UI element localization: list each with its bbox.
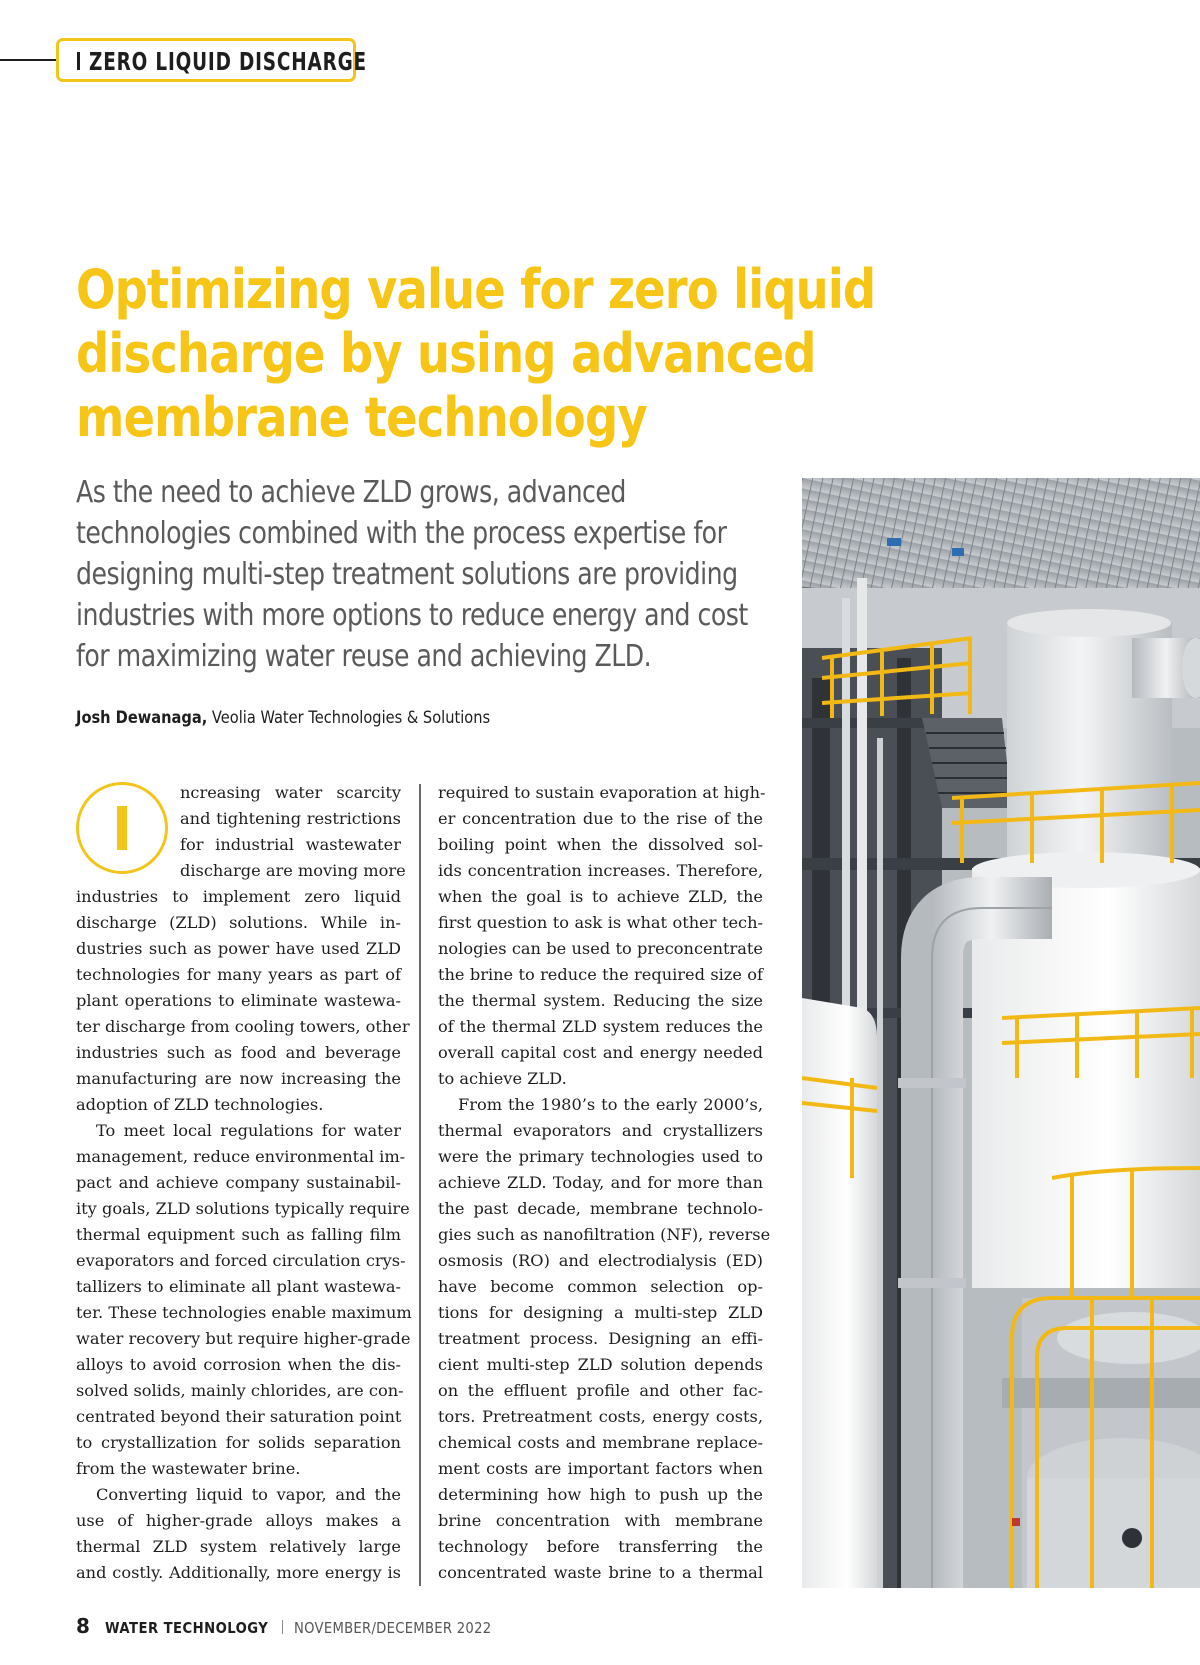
- text-line: nologies can be used to preconcentrate: [438, 939, 763, 958]
- text-line: to achieve ZLD.: [438, 1069, 567, 1088]
- section-label: ZERO LIQUID DISCHARGE: [89, 47, 367, 76]
- text-line: management, reduce environmental im-: [76, 1147, 406, 1166]
- text-line: and tightening restrictions: [180, 809, 401, 828]
- text-line: centrated beyond their saturation point: [76, 1407, 402, 1426]
- text-line: treatment process. Designing an effi-: [438, 1329, 763, 1348]
- deck-line: designing multi-step treatment solutions are providing: [76, 557, 738, 592]
- text-line: Converting liquid to vapor, and the: [96, 1485, 401, 1504]
- dropcap-circle: [76, 782, 168, 874]
- publication-name: WATER TECHNOLOGY: [105, 1619, 269, 1637]
- deck-line: As the need to achieve ZLD grows, advanced: [76, 475, 626, 510]
- text-line: required to sustain evaporation at high-: [438, 783, 766, 802]
- text-line: pact and achieve company sustainabil-: [76, 1173, 401, 1192]
- text-line: when the goal is to achieve ZLD, the: [438, 887, 763, 906]
- paragraph: [438, 780, 766, 1092]
- text-line: From the 1980’s to the early 2000’s,: [458, 1095, 763, 1114]
- plant-photo-illustration: [802, 478, 1200, 1588]
- text-line: ment costs are important factors when: [438, 1459, 763, 1478]
- footer-separator: [282, 1620, 284, 1634]
- page-number: 8: [76, 1614, 90, 1638]
- text-line: the brine to reduce the required size of: [438, 965, 763, 984]
- text-line: tors. Pretreatment costs, energy costs,: [438, 1407, 763, 1426]
- text-line: determining how high to push up the: [438, 1485, 763, 1504]
- column-divider: [419, 784, 421, 1586]
- text-line: the thermal system. Reducing the size: [438, 991, 763, 1010]
- text-line: ter. These technologies enable maximum: [76, 1303, 412, 1322]
- text-line: er concentration due to the rise of the: [438, 809, 763, 828]
- text-line: tions for designing a multi-step ZLD: [438, 1303, 763, 1322]
- headline-line: Optimizing value for zero liquid: [76, 258, 876, 321]
- body-column-right: [438, 780, 771, 1586]
- text-line: boiling point when the dissolved sol-: [438, 835, 763, 854]
- deck-line: technologies combined with the process expertise for: [76, 516, 727, 551]
- text-line: tallizers to eliminate all plant wastewa-: [76, 1277, 401, 1296]
- text-line: evaporators and forced circulation crys-: [76, 1251, 406, 1270]
- text-line: thermal evaporators and crystallizers: [438, 1121, 763, 1140]
- section-tag-box: [56, 38, 367, 82]
- text-line: brine concentration with membrane: [438, 1511, 763, 1530]
- text-line: concentrated waste brine to a thermal: [438, 1563, 763, 1582]
- page-footer: [76, 1614, 519, 1640]
- paragraph: [76, 1118, 412, 1482]
- body-column-left: [76, 780, 412, 1586]
- text-line: on the effluent profile and other fac-: [438, 1381, 763, 1400]
- text-line: cient multi-step ZLD solution depends: [438, 1355, 763, 1374]
- text-line: osmosis (RO) and electrodialysis (ED): [438, 1251, 763, 1270]
- article-deck: [76, 472, 796, 677]
- text-line: water recovery but require higher-grade: [76, 1329, 411, 1348]
- text-line: ids concentration increases. Therefore,: [438, 861, 763, 880]
- paragraph: [76, 1482, 401, 1586]
- byline-author: Josh Dewanaga,: [76, 708, 208, 728]
- text-line: plant operations to eliminate wastewa-: [76, 991, 401, 1010]
- byline: [76, 708, 490, 728]
- text-line: achieve ZLD. Today, and for more than: [438, 1173, 763, 1192]
- text-line: overall capital cost and energy needed: [438, 1043, 763, 1062]
- text-line: gies such as nanofiltration (NF), reverse: [438, 1225, 771, 1244]
- text-line: and costly. Additionally, more energy is: [76, 1563, 401, 1582]
- text-line: the past decade, membrane technolo-: [438, 1199, 763, 1218]
- section-rule: [0, 59, 60, 61]
- deck-line: for maximizing water reuse and achieving ZLD.: [76, 639, 652, 674]
- plant-photo: [802, 478, 1200, 1588]
- text-line: industries such as food and beverage: [76, 1043, 401, 1062]
- section-tick: [77, 52, 80, 70]
- paragraph: [438, 1092, 771, 1586]
- text-line: To meet local regulations for water: [96, 1121, 401, 1140]
- section-tag: [0, 38, 367, 82]
- text-line: from the wastewater brine.: [76, 1459, 301, 1478]
- text-line: technology before transferring the: [438, 1537, 763, 1556]
- text-line: adoption of ZLD technologies.: [76, 1095, 324, 1114]
- text-line: manufacturing are now increasing the: [76, 1069, 401, 1088]
- byline-affiliation: Veolia Water Technologies & Solutions: [211, 708, 491, 728]
- text-line: first question to ask is what other tech-: [438, 913, 763, 932]
- text-line: were the primary technologies used to: [438, 1147, 763, 1166]
- text-line: ter discharge from cooling towers, other: [76, 1017, 410, 1036]
- paragraph: [76, 884, 410, 1118]
- headline-line: membrane technology: [76, 386, 647, 449]
- dropcap-letter-i: [117, 806, 127, 850]
- text-line: thermal ZLD system relatively large: [76, 1537, 401, 1556]
- text-line: industries to implement zero liquid: [76, 887, 401, 906]
- text-line: dustries such as power have used ZLD: [76, 939, 401, 958]
- text-line: alloys to avoid corrosion when the dis-: [76, 1355, 401, 1374]
- text-line: discharge (ZLD) solutions. While in-: [76, 913, 401, 932]
- headline-line: discharge by using advanced: [76, 322, 816, 385]
- text-line: to crystallization for solids separation: [76, 1433, 401, 1452]
- deck-line: industries with more options to reduce energy and cost: [76, 598, 748, 633]
- text-line: chemical costs and membrane replace-: [438, 1433, 763, 1452]
- text-line: solved solids, mainly chlorides, are con-: [76, 1381, 404, 1400]
- article-headline: [76, 258, 876, 450]
- text-line: ity goals, ZLD solutions typically require: [76, 1199, 410, 1218]
- issue-date: NOVEMBER/DECEMBER 2022: [294, 1619, 492, 1637]
- text-line: thermal equipment such as falling film: [76, 1225, 401, 1244]
- text-line: of the thermal ZLD system reduces the: [438, 1017, 763, 1036]
- text-line: for industrial wastewater: [180, 835, 401, 854]
- dropcap-block: [76, 780, 406, 884]
- text-line: discharge are moving more: [180, 861, 406, 880]
- text-line: have become common selection op-: [438, 1277, 763, 1296]
- text-line: ncreasing water scarcity: [180, 783, 401, 802]
- text-line: technologies for many years as part of: [76, 965, 401, 984]
- text-line: use of higher-grade alloys makes a: [76, 1511, 401, 1530]
